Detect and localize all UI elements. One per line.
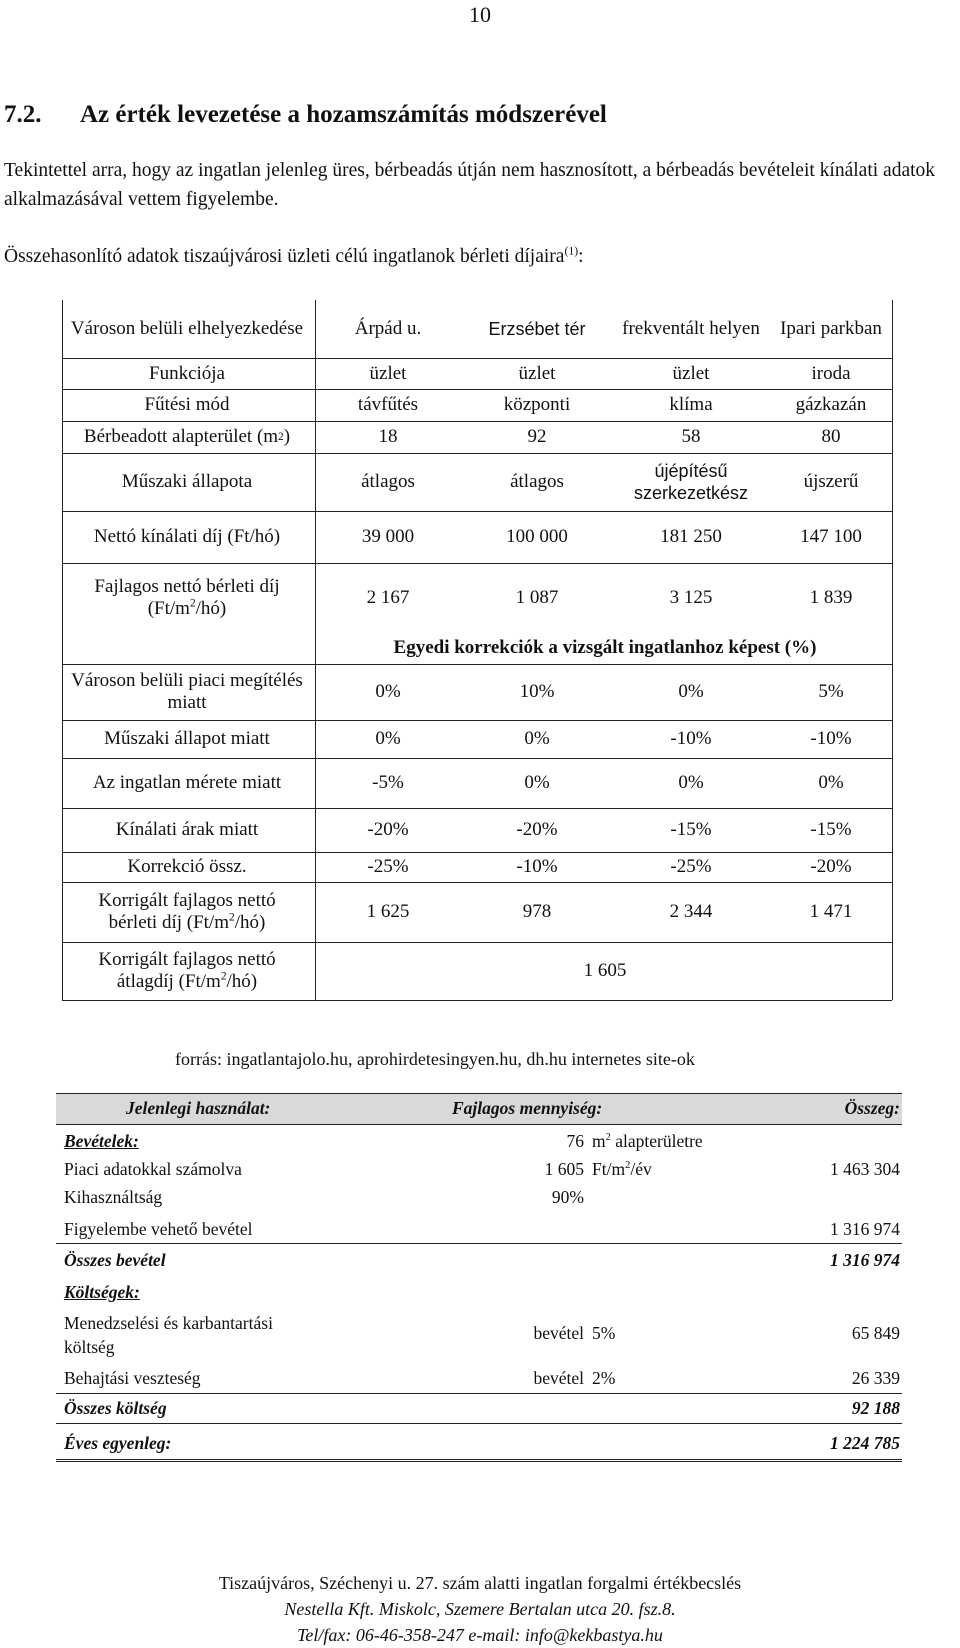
cell: -10% (670, 728, 712, 749)
cell: 3 125 (669, 586, 713, 608)
considered-label: Figyelembe vehető bevétel (64, 1219, 253, 1239)
mgmt-amount: 65 849 (851, 1323, 900, 1343)
cell: 58 (681, 426, 701, 447)
source-note: forrás: ingatlantajolo.hu, aprohirdetesingyen.hu, dh.hu internetes site-ok (175, 1049, 695, 1069)
comparison-table (62, 300, 892, 1045)
cell: üzlet (518, 362, 556, 384)
table-row (62, 453, 892, 511)
area-unit (592, 1131, 703, 1152)
label-line: Korrigált fajlagos nettó (98, 890, 276, 911)
unit-text: /év (630, 1159, 652, 1179)
cell: 0% (678, 772, 704, 793)
cell: 147 100 (800, 526, 862, 547)
comparison-title-colon: : (578, 246, 584, 267)
market-qty: 1 605 (544, 1159, 584, 1179)
cell: átlagos (361, 471, 415, 492)
cell: 1 471 (809, 901, 853, 922)
collection-label: Behajtási veszteség (64, 1368, 201, 1388)
label-line (148, 598, 227, 620)
footer-line: Nestella Kft. Miskolc, Szemere Bertalan utca 20. fsz.8. (284, 1599, 676, 1619)
table-border (62, 300, 63, 1000)
cell: 0% (524, 772, 550, 793)
market-unit (592, 1159, 652, 1180)
table-row (62, 942, 892, 1000)
cell: 1 087 (515, 586, 559, 608)
label-line: Menedzselési és karbantartási (64, 1313, 273, 1333)
row-label: Műszaki állapot miatt (104, 728, 270, 749)
cell: 1 625 (366, 901, 410, 922)
row-label (62, 563, 312, 632)
table-row (62, 511, 892, 563)
costs-label: Költségek: (64, 1282, 140, 1302)
label-text: átlagdíj (Ft/m (116, 971, 221, 992)
label-text: /hó) (195, 597, 227, 619)
cell: 0% (375, 681, 401, 702)
cell: 978 (522, 901, 552, 922)
header-unit-quantity: Fajlagos mennyiség: (452, 1098, 603, 1118)
label-line (109, 912, 266, 934)
cell: iroda (811, 362, 851, 384)
row-label: Nettó kínálati díj (Ft/hó) (93, 526, 281, 547)
cell: 0% (818, 772, 844, 793)
label-text: (Ft/m (147, 597, 190, 619)
total-cost-amount: 92 188 (851, 1398, 900, 1418)
section-heading (4, 101, 607, 129)
row-label (62, 882, 312, 942)
cell: 10% (519, 681, 555, 702)
page-footer (0, 1570, 960, 1648)
divider (56, 1423, 902, 1424)
sup: 2 (625, 1160, 631, 1172)
section-number: 7.2. (4, 101, 42, 128)
row-label: Műszaki állapota (121, 471, 253, 492)
table-row (62, 389, 892, 421)
footnote-ref: (1) (564, 244, 579, 258)
sup: 2 (189, 597, 196, 610)
cell: 0% (678, 681, 704, 702)
market-label: Piaci adatokkal számolva (64, 1159, 242, 1179)
cell: 39 000 (361, 526, 415, 547)
page-number: 10 (469, 2, 491, 27)
table-row (62, 852, 892, 882)
cell: 80 (821, 426, 841, 447)
cell: -20% (516, 819, 558, 840)
total-cost-label: Összes költség (64, 1398, 167, 1418)
label-text: Bérbeadott alapterület (m (83, 426, 279, 447)
market-amount: 1 463 304 (830, 1159, 900, 1179)
header-arpad: Árpád u. (354, 318, 422, 339)
divider (56, 1393, 902, 1394)
cell: 5% (818, 681, 844, 702)
row-label: Kínálati árak miatt (115, 819, 259, 840)
cell: 92 (527, 426, 547, 447)
label-text: /hó) (234, 912, 266, 933)
table-row (62, 664, 892, 720)
corrections-title-row (62, 632, 892, 664)
cell: üzlet (672, 362, 710, 384)
row-label (62, 942, 312, 1000)
row-label: Fűtési mód (144, 394, 230, 415)
row-label: Korrekció össz. (127, 856, 247, 877)
occupancy-qty: 90% (551, 1187, 584, 1207)
comparison-title-text: Összehasonlító adatok tiszaújvárosi üzleti célú ingatlanok bérleti díjaira (4, 246, 565, 267)
row-label: Bérbeadott alapterület (m 2 ) (83, 426, 291, 447)
label-line (117, 971, 257, 993)
unit-text: Ft/m (592, 1159, 626, 1179)
divider (56, 1459, 902, 1462)
divider (62, 1000, 892, 1001)
income-table (56, 1093, 902, 1489)
occupancy-label: Kihasználtság (64, 1187, 163, 1207)
label-text: /hó) (226, 971, 258, 992)
row-label: Funkciója (149, 362, 225, 384)
income-table-header (56, 1093, 902, 1125)
revenues-label: Bevételek: (64, 1131, 139, 1151)
cell: távfűtés (357, 394, 419, 415)
cell: -25% (670, 856, 712, 877)
header-amount: Összeg: (844, 1098, 900, 1118)
comparison-title (4, 246, 584, 268)
unit-text: alapterületre (610, 1131, 703, 1151)
table-row (62, 720, 892, 758)
column-divider (315, 300, 316, 1000)
label-text: bérleti díj (Ft/m (108, 912, 229, 933)
cell: -15% (670, 819, 712, 840)
header-frekventalt: frekventált helyen (622, 318, 760, 339)
label-line: Fajlagos nettó bérleti díj (94, 575, 280, 597)
cell: 100 000 (506, 526, 568, 547)
cell: -25% (367, 856, 409, 877)
cell: 0% (524, 728, 550, 749)
table-row (62, 808, 892, 852)
area-qty: 76 (566, 1131, 584, 1151)
table-row-header (62, 300, 892, 358)
table-row (62, 421, 892, 453)
cell: 2 344 (669, 901, 713, 922)
cell: átlagos (510, 471, 564, 492)
cell: újépítésű szerkezetkész (633, 461, 749, 503)
table-border (892, 300, 893, 1000)
cell: 0% (375, 728, 401, 749)
cell: újszerű (803, 471, 859, 492)
cell: -10% (516, 856, 558, 877)
label-line: Korrigált fajlagos nettó (98, 949, 276, 970)
cell: 181 250 (660, 526, 722, 547)
cell: gázkazán (795, 394, 867, 415)
table-row (62, 758, 892, 808)
annual-balance-label: Éves egyenleg: (64, 1433, 172, 1453)
annual-balance-amount: 1 224 785 (830, 1433, 900, 1453)
intro-paragraph: Tekintettel arra, hogy az ingatlan jelenleg üres, bérbeadás útján nem hasznosított, a bérbeadás bevételeit kínálati adatok alkalmazásával vettem figyelembe. (4, 160, 936, 210)
cell: 2 167 (366, 586, 410, 608)
table-row (62, 882, 892, 942)
sup: 2 (229, 911, 235, 924)
collection-amount: 26 339 (851, 1368, 900, 1388)
total-revenue-amount: 1 316 974 (830, 1250, 900, 1270)
table-row (62, 358, 892, 389)
cell: -20% (810, 856, 852, 877)
table-row (62, 563, 892, 632)
cell: -10% (810, 728, 852, 749)
label-line: költség (64, 1337, 115, 1357)
cell: üzlet (369, 362, 407, 384)
total-revenue-label: Összes bevétel (64, 1250, 166, 1270)
collection-qty: bevétel (533, 1368, 584, 1388)
collection-unit: 2% (592, 1368, 616, 1388)
divider (56, 1243, 902, 1244)
footer-line: Tiszaújváros, Széchenyi u. 27. szám alatti ingatlan forgalmi értékbecslés (218, 1573, 742, 1593)
unit-text: m (592, 1131, 606, 1151)
cell: központi (503, 394, 571, 415)
header-erzsebet: Erzsébet tér (488, 319, 586, 339)
cell: 1 839 (809, 586, 853, 608)
cell: 18 (378, 426, 398, 447)
mgmt-unit: 5% (592, 1323, 616, 1343)
header-ipari: Ipari parkban (780, 318, 882, 339)
cell: -15% (810, 819, 852, 840)
average-value: 1 605 (583, 960, 627, 981)
row-label: Városon belüli piaci megítélés miatt (71, 670, 303, 713)
section-title: Az érték levezetése a hozamszámítás módszerével (80, 101, 607, 128)
header-current-use: Jelenlegi használat: (126, 1098, 271, 1118)
sup: 2 (605, 1132, 611, 1144)
mgmt-label (64, 1311, 273, 1359)
row-label: Az ingatlan mérete miatt (92, 772, 282, 793)
cell: klíma (669, 394, 713, 415)
label-text: ) (283, 426, 291, 447)
considered-amount: 1 316 974 (830, 1219, 900, 1239)
header-location: Városon belüli elhelyezkedése (70, 318, 304, 339)
mgmt-qty: bevétel (533, 1323, 584, 1343)
cell: -5% (372, 772, 404, 793)
footer-line: Tel/fax: 06-46-358-247 e-mail: info@kekbastya.hu (297, 1625, 663, 1645)
sup: 2 (220, 970, 227, 983)
cell: -20% (367, 819, 409, 840)
corrections-title: Egyedi korrekciók a vizsgált ingatlanhoz képest (%) (393, 637, 817, 658)
